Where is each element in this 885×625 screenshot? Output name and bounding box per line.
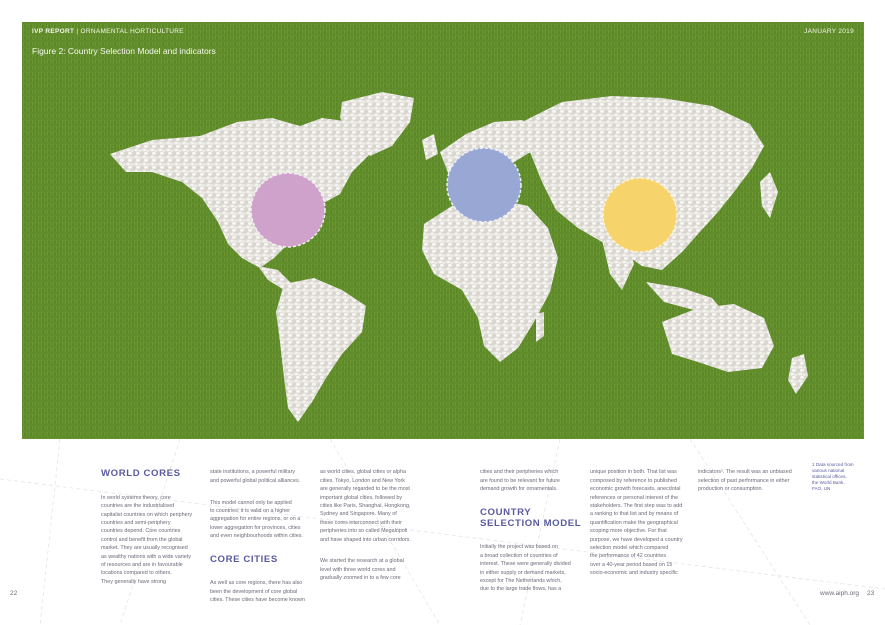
middle-core-circle [447, 148, 521, 222]
column-3-text-2: We started the research at a global level with three world cores and gradually zoomed in to a few core [320, 558, 404, 582]
footnote: 1 Data sourced from various national statistical offices, the World Bank, FAO, UN [812, 462, 854, 491]
figure-caption: Figure 2: Country Selection Model and indicators [32, 46, 216, 56]
column-6-text: indicators¹. The result was an unbiased selection of past performance in either production or consumption. [698, 469, 792, 493]
column-4-text-1: cities and their peripheries which are found to be relevant for future demand growth for ornamentals. [480, 469, 561, 493]
header-divider: | [76, 28, 81, 35]
core-cities-heading: CORE CITIES [210, 554, 278, 566]
section-label: ORNAMENTAL HORTICULTURE [80, 28, 184, 35]
column-2-text-2: This model cannot only be applied to countries; it is valid on a higher aggregation for entire regions, or on a lower aggregation for provinces, cities and even neighbourhoods within cities. [210, 499, 303, 540]
report-label: IVP REPORT [32, 28, 75, 35]
world-cores-text: In world systems theory, core countries are the industrialised capitalist countries on which periphery countries and semi-periphery countries depend. Core countries control and benefit from the global market. They are usually recognised as wealthy nations with a wide variety of resources and are in favourable locations compared to others. They generally have strong [101, 494, 193, 585]
column-5-text: unique position in both. That list was composed by reference to published economic growth forecasts, anecdotal references or personal interest of the stakeholders. The first step was to add a ranking to that list and by means of quantification make the geographical scoping more objective. For that purpose, we have developed a country selection model which compared the performance of 42 countries over a 40-year period based on 15 socio-economic and industry specific [590, 469, 683, 577]
world-map-photo [22, 22, 864, 439]
report-header [32, 28, 184, 35]
column-5 [590, 460, 702, 591]
right-core-circle [603, 178, 677, 252]
column-4 [480, 460, 590, 607]
country-selection-heading: COUNTRY SELECTION MODEL [480, 507, 582, 530]
column-6 [698, 460, 806, 507]
column-2-text-1: state institutions, a powerful military and powerful global political alliances. [210, 469, 301, 484]
column-3 [320, 460, 432, 596]
world-cores-circle [251, 173, 325, 247]
column-3-text-1: as world cities, global cities or alpha cities. Tokyo, London and New York are generally regarded to be the most important global cities, followed by cities like Paris, Shanghai, Hongkong, Sydney and Singapore. Many of these cores interconnect with their peripheries into so called Megalopoli and have shaped into urban corridors. [320, 469, 411, 543]
column-2 [210, 460, 322, 618]
core-cities-text: As well as core regions, there has also been the development of core global cities. These cities have become known [210, 580, 305, 604]
page-number-right: 23 [867, 590, 875, 597]
world-cores-heading: WORLD CORES [101, 468, 181, 480]
map-illustration [22, 22, 864, 439]
page-number-left: 22 [10, 590, 18, 597]
report-date: JANUARY 2019 [804, 28, 854, 35]
country-selection-text: Initially the project was based on a broad collection of countries of interest. These were generally divided in either supply or demand markets, except for The Netherlands which, due to the large trade flows, has a [480, 544, 571, 593]
column-1 [101, 460, 211, 600]
website-link[interactable]: www.aiph.org [820, 590, 860, 597]
